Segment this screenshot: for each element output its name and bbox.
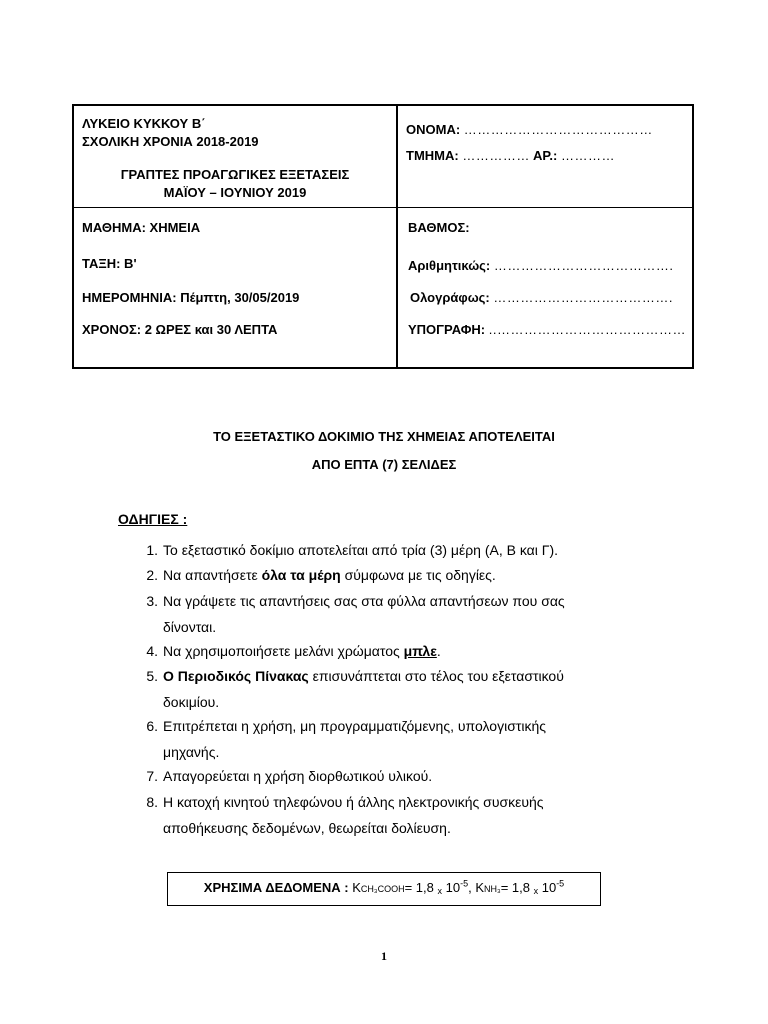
name-label: ΟΝΟΜΑ: — [406, 122, 461, 137]
header-table — [72, 104, 694, 369]
numeric-label: Αριθμητικώς: — [408, 258, 491, 273]
student-info-cell — [398, 106, 692, 208]
instruction-number: 7. — [146, 768, 158, 784]
k2-subscript: NH₃ — [484, 884, 501, 894]
instruction-number: 8. — [146, 794, 158, 810]
instruction-text — [163, 588, 643, 640]
instruction-line2: μηχανής. — [163, 744, 220, 760]
instruction-line2: δίνονται. — [163, 619, 217, 635]
k1-symbol: K — [352, 880, 361, 895]
instruction-number: 3. — [146, 593, 158, 609]
instruction-line2: αποθήκευσης δεδομένων, θεωρείται δολίευση. — [163, 820, 451, 836]
k1-exponent: -5 — [460, 878, 469, 889]
instruction-text-post: σύμφωνα με τις οδηγίες. — [340, 567, 496, 583]
instructions-title: ΟΔΗΓΙΕΣ : — [118, 511, 188, 527]
instruction-text-pre: Να απαντήσετε — [163, 567, 262, 583]
instruction-bold: Ο Περιοδικός Πίνακας — [163, 668, 309, 684]
instruction-underline: μπλε — [403, 643, 437, 659]
instruction-number: 4. — [146, 643, 158, 659]
written-dots: …………………………………. — [493, 290, 674, 305]
instruction-text-post: επισυνάπτεται στο τέλος του εξεταστικού — [308, 668, 564, 684]
intro-line1: ΤΟ ΕΞΕΤΑΣΤΙΚΟ ΔΟΚΙΜΙΟ ΤΗΣ ΧΗΜΕΙΑΣ ΑΠΟΤΕΛΕΙΤΑΙ — [213, 429, 555, 444]
numeric-dots: …………………………………. — [493, 258, 674, 273]
instruction-text — [163, 789, 643, 841]
times-sign-1: x — [437, 886, 442, 896]
times-sign-2: x — [533, 886, 539, 896]
number-dots: ………… — [560, 148, 615, 163]
school-name: ΛΥΚΕΙΟ ΚΥΚΚΟΥ Β΄ — [82, 116, 206, 131]
instruction-line2: δοκιμίου. — [163, 694, 220, 710]
instruction-text — [163, 638, 643, 664]
k2-symbol: K — [475, 880, 485, 895]
instruction-text: Απαγορεύεται η χρήση διορθωτικού υλικού. — [163, 768, 433, 784]
instruction-number: 2. — [146, 567, 158, 583]
page-number: 1 — [381, 949, 387, 963]
instruction-text — [163, 562, 643, 588]
numeric-grade-field[interactable] — [408, 258, 674, 274]
instruction-text — [163, 663, 643, 715]
k1-subscript: CH₃COOH — [360, 884, 405, 894]
instruction-number: 5. — [146, 668, 158, 684]
k2-value: = 1,8 — [500, 880, 530, 895]
written-grade-field[interactable] — [410, 290, 673, 306]
instruction-line1: Να γράψετε τις απαντήσεις σας στα φύλλα απαντήσεων που σας — [163, 593, 565, 609]
separator: , — [468, 880, 472, 895]
instruction-item — [138, 537, 638, 563]
instruction-line1: Επιτρέπεται η χρήση, μη προγραμματιζόμενης, υπολογιστικής — [163, 718, 547, 734]
instruction-text — [163, 713, 643, 765]
instruction-text-pre: Να χρησιμοποιήσετε μελάνι χρώματος — [163, 643, 404, 659]
signature-dots: ..…………………………………… — [488, 322, 686, 337]
instruction-text-post: . — [436, 643, 441, 659]
exam-date: ΗΜΕΡΟΜΗΝΙΑ: Πέμπτη, 30/05/2019 — [82, 290, 300, 305]
instruction-number: 1. — [146, 542, 158, 558]
section-dots: …………… — [462, 148, 530, 163]
instruction-item — [138, 713, 638, 765]
instruction-item — [138, 789, 638, 841]
class-level: ΤΑΞΗ: Β' — [82, 256, 137, 271]
useful-data-box — [167, 872, 601, 906]
section-number-field[interactable] — [406, 148, 615, 164]
k1-base: 10 — [445, 880, 461, 895]
name-field[interactable] — [406, 122, 653, 138]
grade-label: ΒΑΘΜΟΣ: — [408, 220, 470, 235]
header-right-column — [398, 106, 692, 367]
exam-title-line2: ΜΑΪΟΥ – ΙΟΥΝΙΟΥ 2019 — [163, 185, 307, 200]
header-left-column — [74, 106, 398, 367]
instruction-item — [138, 763, 638, 789]
k1-value: = 1,8 — [404, 880, 434, 895]
useful-data-label: ΧΡΗΣΙΜΑ ΔΕΔΟΜΕΝΑ : — [203, 880, 349, 895]
instruction-item — [138, 562, 638, 588]
school-year: ΣΧΟΛΙΚΗ ΧΡΟΝΙΑ 2018-2019 — [82, 134, 259, 149]
instruction-item — [138, 638, 638, 664]
signature-label: ΥΠΟΓΡΑΦΗ: — [408, 322, 486, 337]
exam-title-line1: ΓΡΑΠΤΕΣ ΠΡΟΑΓΩΓΙΚΕΣ ΕΞΕΤΑΣΕΙΣ — [120, 167, 350, 182]
number-label: ΑΡ.: — [532, 148, 558, 163]
school-info-cell — [74, 106, 396, 208]
written-label: Ολογράφως: — [410, 290, 490, 305]
signature-field[interactable] — [408, 322, 686, 338]
name-dots: …………………………………… — [463, 122, 653, 137]
instruction-text: Το εξεταστικό δοκίμιο αποτελείται από τρία (3) μέρη (Α, Β και Γ). — [163, 542, 559, 558]
intro-line2: ΑΠΟ ΕΠΤΑ (7) ΣΕΛΙΔΕΣ — [311, 457, 457, 472]
k2-base: 10 — [541, 880, 557, 895]
instruction-line1: Η κατοχή κινητού τηλεφώνου ή άλλης ηλεκτρονικής συσκευής — [163, 794, 544, 810]
instruction-item — [138, 663, 638, 715]
k2-exponent: -5 — [556, 878, 565, 889]
exam-duration: ΧΡΟΝΟΣ: 2 ΩΡΕΣ και 30 ΛΕΠΤΑ — [82, 322, 278, 337]
instruction-item — [138, 588, 638, 640]
instruction-number: 6. — [146, 718, 158, 734]
section-label: ΤΜΗΜΑ: — [406, 148, 459, 163]
instruction-bold: όλα τα μέρη — [261, 567, 341, 583]
subject: ΜΑΘΗΜΑ: ΧΗΜΕΙΑ — [82, 220, 201, 235]
